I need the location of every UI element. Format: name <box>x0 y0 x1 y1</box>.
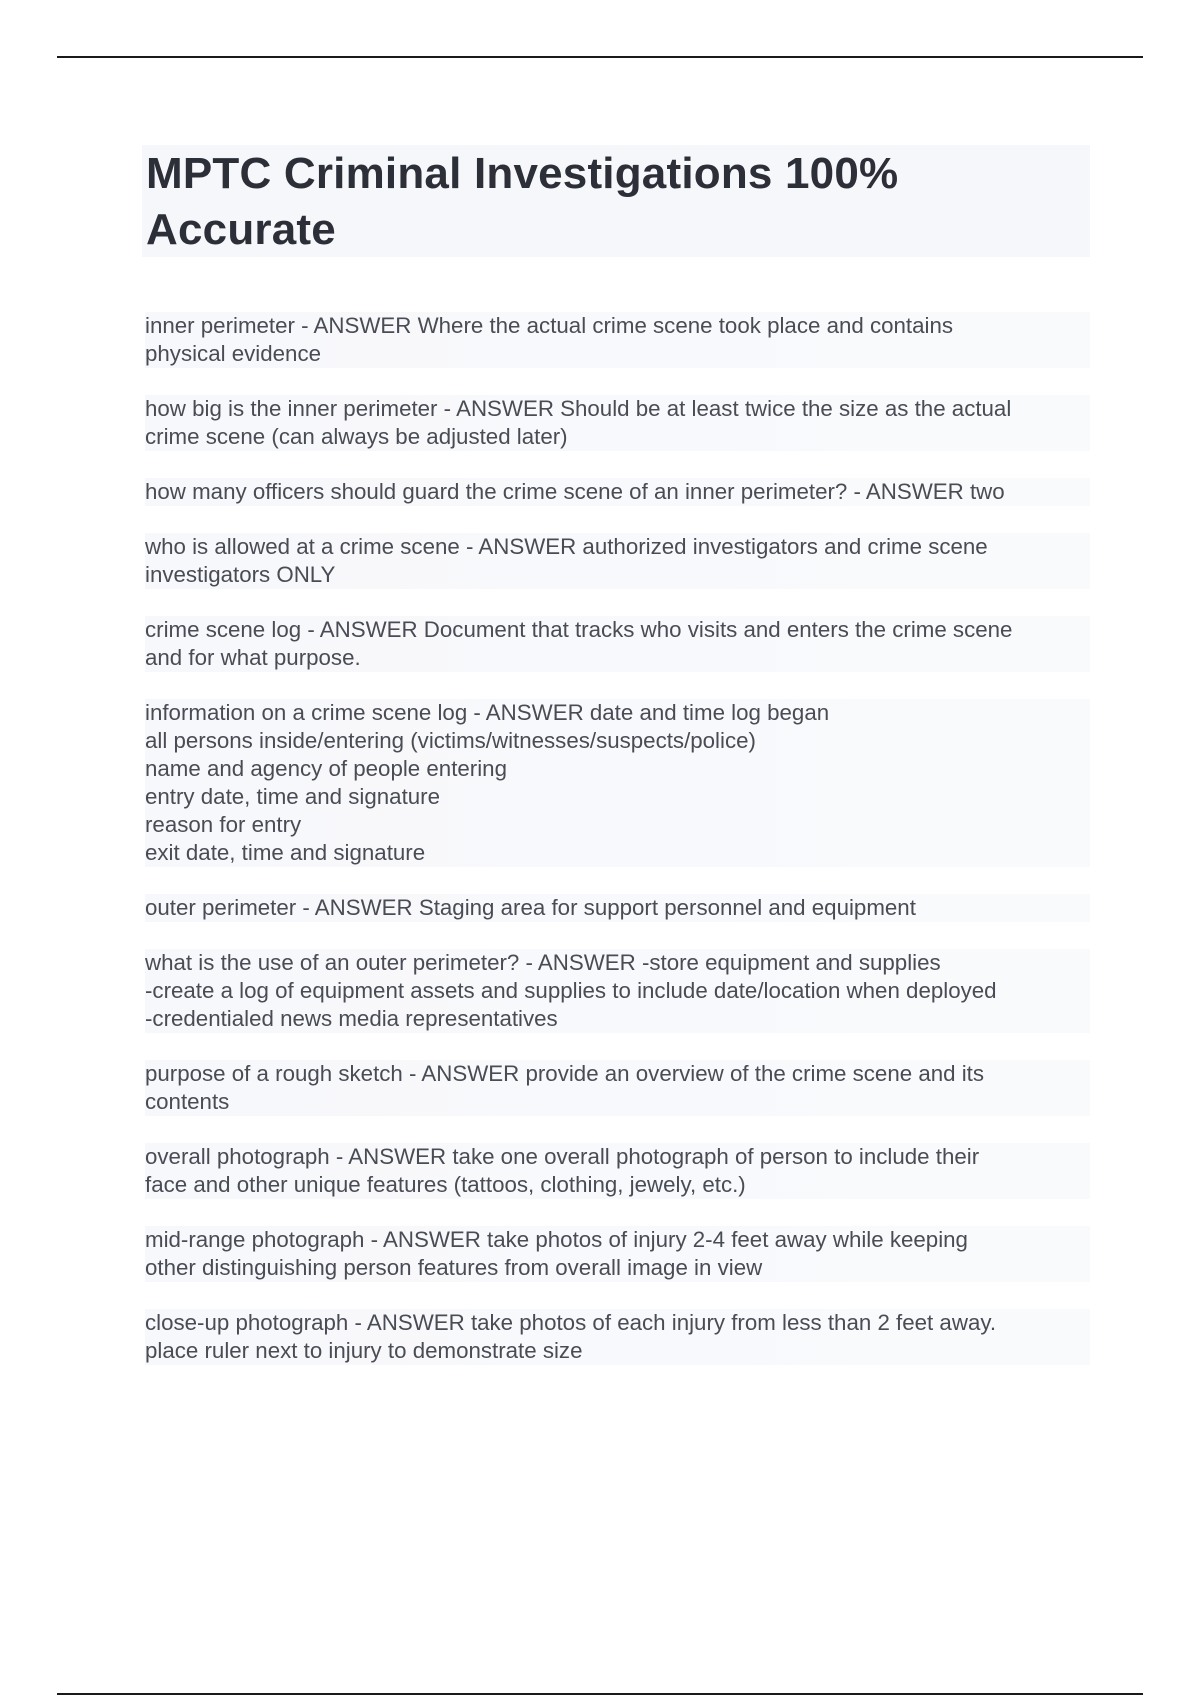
qa-entry: crime scene log - ANSWER Document that tracks who visits and enters the crime scene and for what purpose. <box>145 616 1090 672</box>
qa-entry: overall photograph - ANSWER take one overall photograph of person to include their face and other unique features (tattoos, clothing, jewely, etc.) <box>145 1143 1090 1199</box>
document-title: MPTC Criminal Investigations 100% Accurate <box>146 149 899 254</box>
qa-entry: close-up photograph - ANSWER take photos of each injury from less than 2 feet away. place ruler next to injury to demonstrate size <box>145 1309 1090 1365</box>
qa-entry: inner perimeter - ANSWER Where the actual crime scene took place and contains physical evidence <box>145 312 1090 368</box>
qa-entry: purpose of a rough sketch - ANSWER provide an overview of the crime scene and its contents <box>145 1060 1090 1116</box>
qa-entry: what is the use of an outer perimeter? - ANSWER -store equipment and supplies -create a log of equipment assets and supplies to include date/location when deployed -credentialed news media representatives <box>145 949 1090 1033</box>
qa-entry: outer perimeter - ANSWER Staging area for support personnel and equipment <box>145 894 1090 922</box>
qa-entry: mid-range photograph - ANSWER take photos of injury 2-4 feet away while keeping other distinguishing person features from overall image in view <box>145 1226 1090 1282</box>
qa-entry: information on a crime scene log - ANSWER date and time log began all persons inside/entering (victims/witnesses/suspects/police) name and agency of people entering entry date, time and signature reason for entry exit date, time and signature <box>145 699 1090 867</box>
qa-entry: who is allowed at a crime scene - ANSWER authorized investigators and crime scene investigators ONLY <box>145 533 1090 589</box>
qa-list <box>145 312 1090 1392</box>
qa-entry: how big is the inner perimeter - ANSWER Should be at least twice the size as the actual crime scene (can always be adjusted later) <box>145 395 1090 451</box>
top-divider <box>57 56 1143 58</box>
bottom-divider <box>57 1693 1143 1695</box>
qa-entry: how many officers should guard the crime scene of an inner perimeter? - ANSWER two <box>145 478 1090 506</box>
